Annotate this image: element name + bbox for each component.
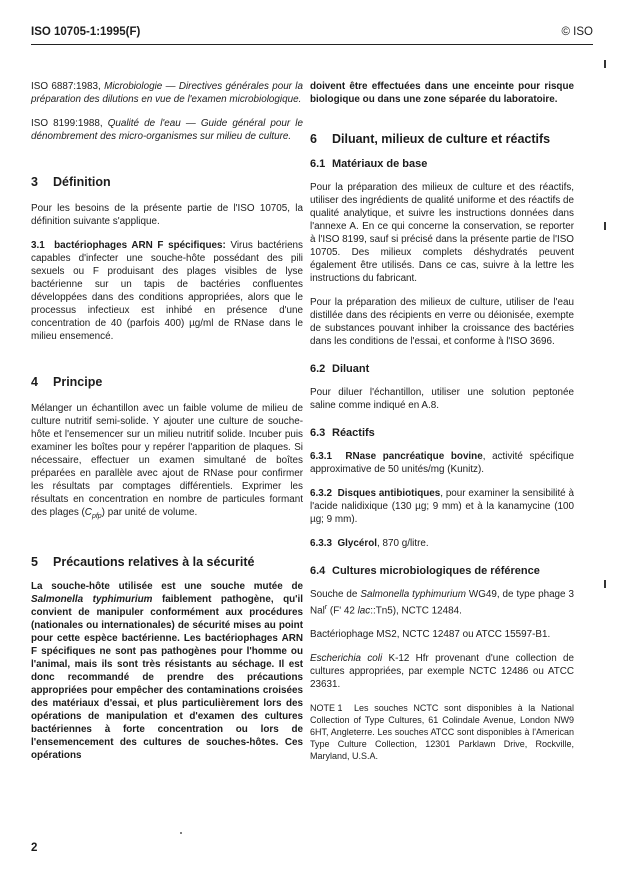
section-6-4-strain-salmonella: Souche de Salmonella typhimurium WG49, de type phage 3 Nal$^r$ (F' 42 lac::Tn5), NCTC 12484. (310, 589, 574, 617)
section-6-4-strain-ecoli: Escherichia coli K-12 Hfr provenant d'une collection de cultures appropriées, par exemple NCTC 12486 ou ATCC 23631. (310, 653, 574, 691)
right-column (310, 80, 574, 762)
section-5-text: La souche-hôte utilisée est une souche mutée de Salmonella typhimurium faiblement pathogène, qu'il convient de manipuler conformément aux procédures (nationales ou internationales) de sécurité mises au point pour cette espèce bactérienne. Les bactériophages ARN F spécifiques ne sont pas pathogènes pour l'homme ou l'animal, mais ils sont très résistants au séchage. Il est donc recommandé de prendre des précautions appropriées pour empêcher des contaminations croisées des matériaux d'essai, et plus particulièrement lors des opérations de manipulation et d'examen des cultures bactériennes à forte concentration ou lors de l'ensemencement des cultures de souches-hôtes. Ces opérations (31, 580, 303, 761)
margin-mark (604, 60, 606, 68)
margin-mark (604, 222, 606, 230)
section-5-heading: 5 Précautions relatives à la sécurité (31, 554, 255, 569)
section-6-1-para-2: Pour la préparation des milieux de culture, utiliser de l'eau distillée dans des récipients en verre ou déionisée, exempte de substances pouvant inhiber la croissance des bactéries dans les conditions de l'essai, et conforme à l'ISO 3696. (310, 297, 574, 347)
section-6-1-heading: 6.1 Matériaux de base (310, 158, 428, 170)
section-4-heading: 4 Principe (31, 375, 103, 389)
left-column (31, 80, 303, 773)
section-4-text: Mélanger un échantillon avec un faible volume de milieu de culture nutritif semi-solide. Y ajouter une culture de souche-hôte et l'ensemencer sur un milieu nutritif solide. Incuber puis examiner les boîtes pour y repérer l'apparition de plaques. Si nécessaire, effectuer un examen simultané de boîtes préparées en parallèle avec ajout de RNase pour confirmer les résultats par comptages différentiels. Exprimer les résultats en concentration en nombre de particules formant des plages $(C_{pfp})$ par unité de volume. (31, 403, 303, 520)
section-3-intro: Pour les besoins de la présente partie de l'ISO 10705, la définition suivante s'applique. (31, 203, 303, 227)
section-6-4-bacteriophage-ms2: Bactériophage MS2, NCTC 12487 ou ATCC 15597-B1. (310, 629, 551, 641)
section-6-2-text: Pour diluer l'échantillon, utiliser une solution peptonée saline comme indiqué en A.8. (310, 387, 574, 411)
section-6-1-para-1: Pour la préparation des milieux de culture et des réactifs, utiliser des ingrédients de qualité uniforme et des réactifs de qualité analytique, et suivre les instructions données dans l'annexe A. En ce qui concerne la conservation, se reporter à l'ISO 8199, sauf si précisé dans la présente partie de l'ISO 10705. Des milieux complets déshydratés peuvent également être utilisés. Dans ce cas, suivre à la lettre les instructions du fabricant. (310, 182, 574, 284)
reference-iso-6887: ISO 6887:1983, Microbiologie — Directives générales pour la préparation des dilutions en vue de l'examen microbiologique. (31, 81, 303, 105)
item-6-3-1: 6.3.1 RNase pancréatique bovine, activité spécifique approximative de 50 unités/mg (Kunitz). (310, 451, 574, 475)
item-6-3-3: 6.3.3 Glycérol, 870 g/litre. (310, 538, 429, 549)
margin-mark (604, 580, 606, 588)
header-rule (31, 44, 593, 45)
note-1: NOTE 1 Les souches NCTC sont disponibles à la National Collection of Type Cultures, 61 Colindale Avenue, London NW9 6HT, Angleterre. Les souches ATCC sont disponibles à l'American Type Culture Collection, 12301 Parklawn Drive, Rockville, Maryland, U.S.A. (310, 703, 574, 762)
document-id: ISO 10705-1:1995(F) (31, 26, 141, 38)
page-number: 2 (31, 842, 38, 854)
section-3-heading: 3 Définition (31, 175, 111, 189)
definition-3-1: 3.1 bactériophages ARN F spécifiques: Virus bactériens capables d'infecter une souche-hôte possédant des pili sexuels ou F produisant des plages visibles de lyse bactérienne sur un tapis de bactéries confluentes développées dans des conditions appropriées, alors que le processus infectieux est inhibé en présence d'une concentration de 40 (parfois 400) µg/ml de RNase dans le milieu ensemencé. (31, 240, 303, 342)
reference-iso-8199: ISO 8199:1988, Qualité de l'eau — Guide général pour le dénombrement des micro-organismes sur milieu de culture. (31, 118, 303, 142)
section-6-3-heading: 6.3 Réactifs (310, 427, 375, 439)
item-6-3-2: 6.3.2 Disques antibiotiques, pour examiner la sensibilité à l'acide nalidixique (130 µg; 9 mm) et à la kanamycine (100 µg; 9 mm). (310, 488, 574, 525)
section-5-continuation: doivent être effectuées dans une enceinte pour risque biologique ou dans une zone séparée du laboratoire. (310, 81, 574, 105)
section-6-4-heading: 6.4 Cultures microbiologiques de référence (310, 565, 540, 577)
section-6-heading: 6 Diluant, milieux de culture et réactifs (310, 132, 551, 146)
section-6-2-heading: 6.2 Diluant (310, 363, 370, 375)
copyright-mark: © ISO (561, 26, 593, 38)
scan-speck (180, 832, 182, 834)
